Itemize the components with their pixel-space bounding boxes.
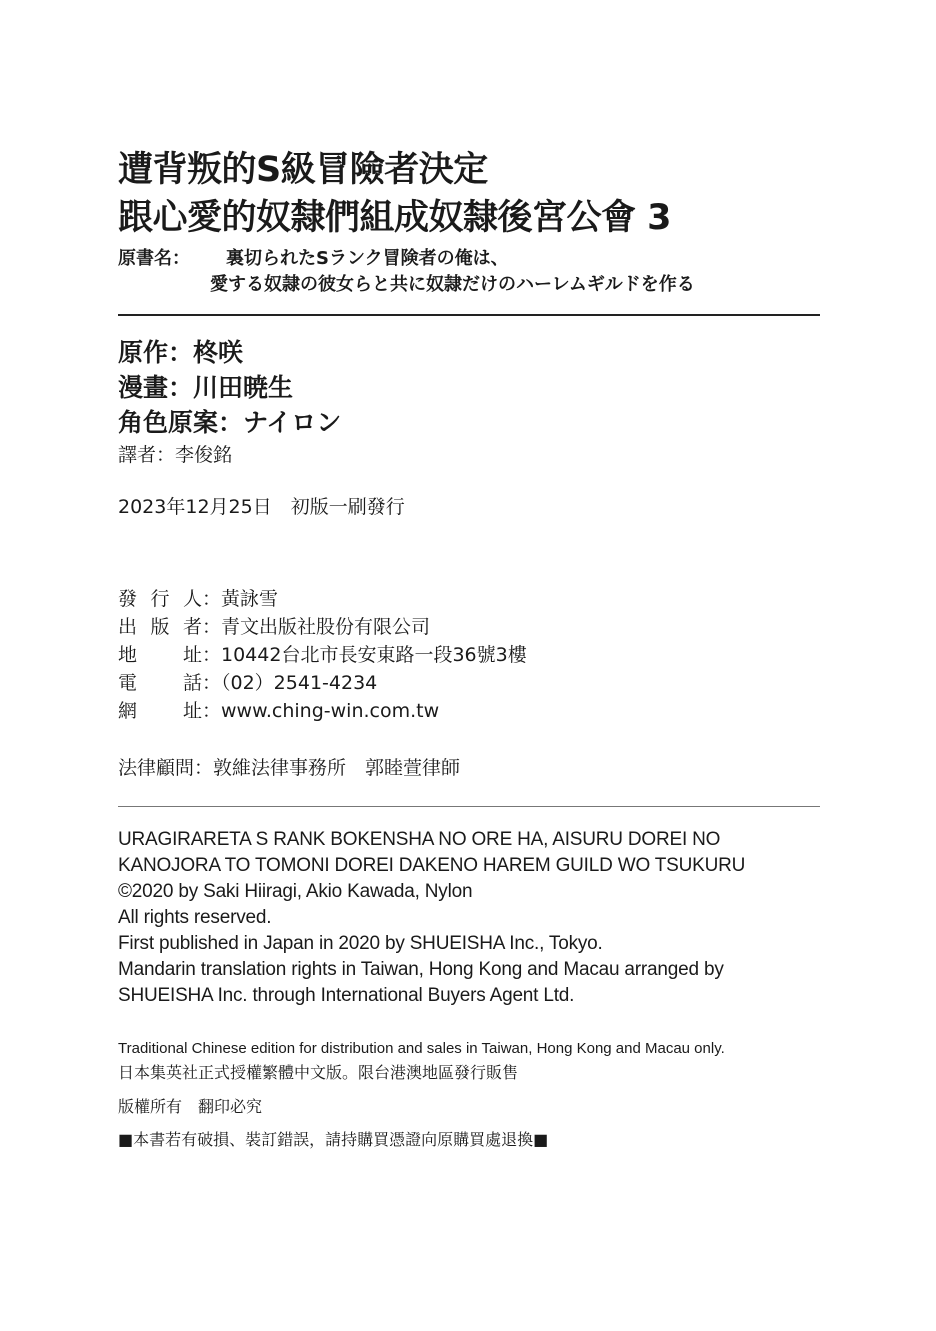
translator-credit: 譯者：李俊銘 [118,444,233,466]
publisher-row-label: 地 址 [118,644,202,666]
original-title-line-1: 裏切られたSランク冒険者の俺は、 [226,248,509,269]
publisher-row-address [118,641,527,669]
english-rights-line: URAGIRARETA S RANK BOKENSHA NO ORE HA, AISURU DOREI NO [118,829,721,850]
english-rights-line: All rights reserved. [118,907,272,928]
publisher-row-value: ：www.ching-win.com.tw [202,700,440,722]
author-credit: 原作：柊咲 [118,338,244,367]
publisher-row-label: 電 話 [118,672,202,694]
publisher-row-issuer [118,585,278,613]
legal-counsel: 法律顧問：敦維法律事務所 郭睦萱律師 [118,757,461,779]
english-rights-line: First published in Japan in 2020 by SHUEISHA Inc., Tokyo. [118,933,603,954]
publisher-row-value: ：（02）2541-4234 [202,672,378,694]
publisher-row-publisher [118,613,430,641]
english-rights-line: SHUEISHA Inc. through International Buyers Agent Ltd. [118,985,575,1006]
artist-credit: 漫畫：川田暁生 [118,373,294,402]
english-rights-line: Mandarin translation rights in Taiwan, Hong Kong and Macau arranged by [118,959,724,980]
rights-reserved: 版權所有 翻印必究 [118,1097,263,1116]
publication-date: 2023年12月25日 初版一刷發行 [118,496,405,518]
publisher-row-label: 出版者 [118,616,202,638]
rights-divider [118,806,820,807]
book-title-line-2: 跟心愛的奴隸們組成奴隸後宮公會 3 [118,198,672,238]
publisher-row-website [118,697,439,725]
book-title-line-1: 遭背叛的S級冒險者決定 [118,150,488,190]
original-title-label: 原書名： [118,248,190,269]
publisher-row-phone [118,669,377,697]
english-rights-line: ©2020 by Saki Hiiragi, Akio Kawada, Nylon [118,881,473,902]
edition-note-english: Traditional Chinese edition for distribution and sales in Taiwan, Hong Kong and Macau only. [118,1040,725,1057]
header-divider [118,314,820,316]
copyright-page [118,0,820,1331]
original-title-line-2: 愛する奴隷の彼女らと共に奴隷だけのハーレムギルドを作る [210,274,695,295]
publisher-row-label: 發行人 [118,588,202,610]
publisher-row-value: ：10442台北市長安東路一段36號3樓 [202,644,527,666]
character-design-credit: 角色原案：ナイロン [118,408,342,437]
publisher-row-label: 網 址 [118,700,202,722]
defect-notice: ■本書若有破損、裝訂錯誤，請持購買憑證向原購買處退換■ [118,1130,549,1149]
publisher-row-value: ：青文出版社股份有限公司 [202,616,431,638]
english-rights-line: KANOJORA TO TOMONI DOREI DAKENO HAREM GUILD WO TSUKURU [118,855,746,876]
publisher-row-value: ：黃詠雪 [202,588,279,610]
edition-note-chinese: 日本集英社正式授權繁體中文版。限台港澳地區發行販售 [118,1063,519,1082]
